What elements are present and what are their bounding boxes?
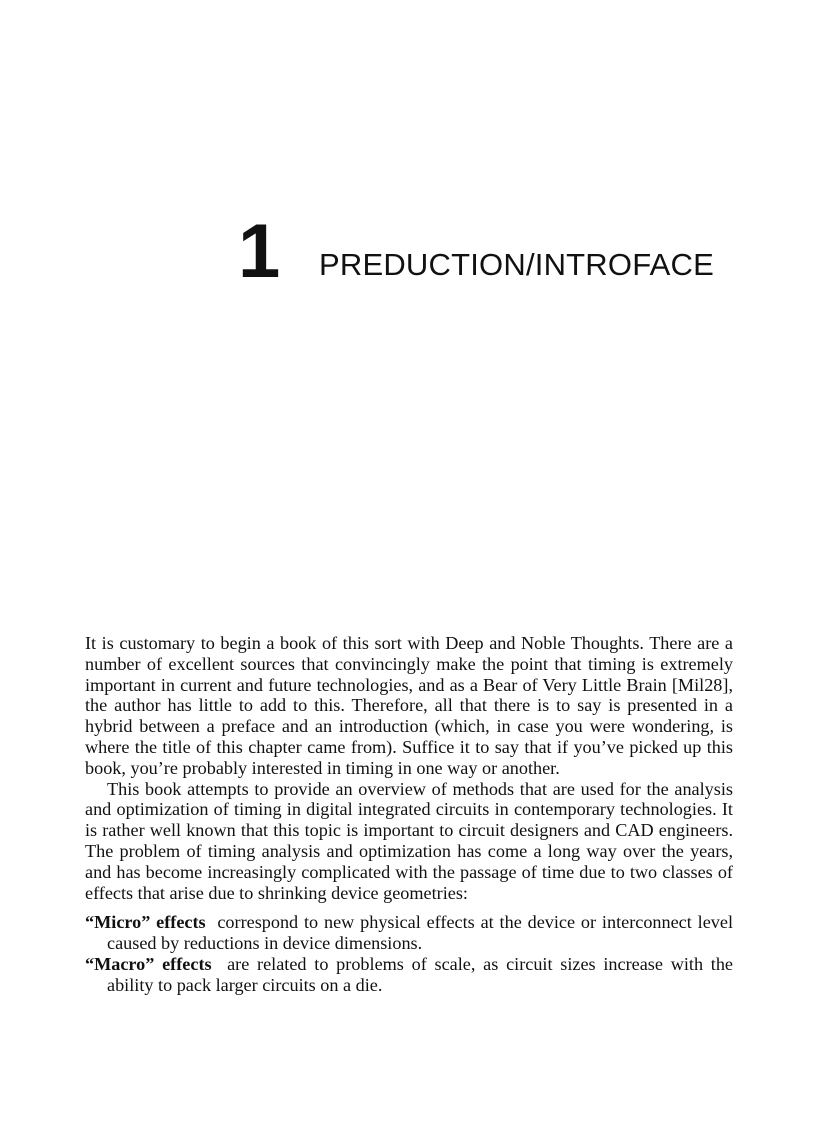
- chapter-heading: [238, 209, 798, 294]
- chapter-body: [85, 633, 733, 996]
- chapter-title: PREDUCTION/INTROFACE: [319, 247, 714, 282]
- effect-description-macro: are related to problems of scale, as circuit sizes increase with the ability to pack larger circuits on a die.: [107, 953, 734, 995]
- paragraph-intro: It is customary to begin a book of this sort with Deep and Noble Thoughts. There are a number of excellent sources that convincingly make the point that timing is extremely important in current and future technologies, and as a Bear of Very Little Brain [Mil28], the author has little to add to this. Therefore, all that there is to say is presented in a hybrid between a preface and an introduction (which, in case you were wondering, is where the title of this chapter came from). Suffice it to say that if you’ve picked up this book, you’re probably interested in timing in one way or another.: [85, 633, 733, 778]
- effect-term-micro: “Micro” effects: [85, 912, 206, 933]
- chapter-number: 1: [238, 209, 281, 294]
- effect-description-micro: correspond to new physical effects at the device or interconnect level caused by reductions in device dimensions.: [107, 912, 733, 954]
- paragraph-overview: This book attempts to provide an overview of methods that are used for the analysis and optimization of timing in digital integrated circuits in contemporary technologies. It is rather well known that this topic is important to circuit designers and CAD engineers. The problem of timing analysis and optimization has come a long way over the years, and has become increasingly complicated with the passage of time due to two classes of effects that arise due to shrinking device geometries:: [85, 778, 733, 903]
- effects-list: [85, 912, 733, 995]
- list-item-micro-effects: [85, 912, 733, 954]
- list-item-macro-effects: [85, 954, 733, 996]
- effect-term-macro: “Macro” effects: [85, 953, 212, 974]
